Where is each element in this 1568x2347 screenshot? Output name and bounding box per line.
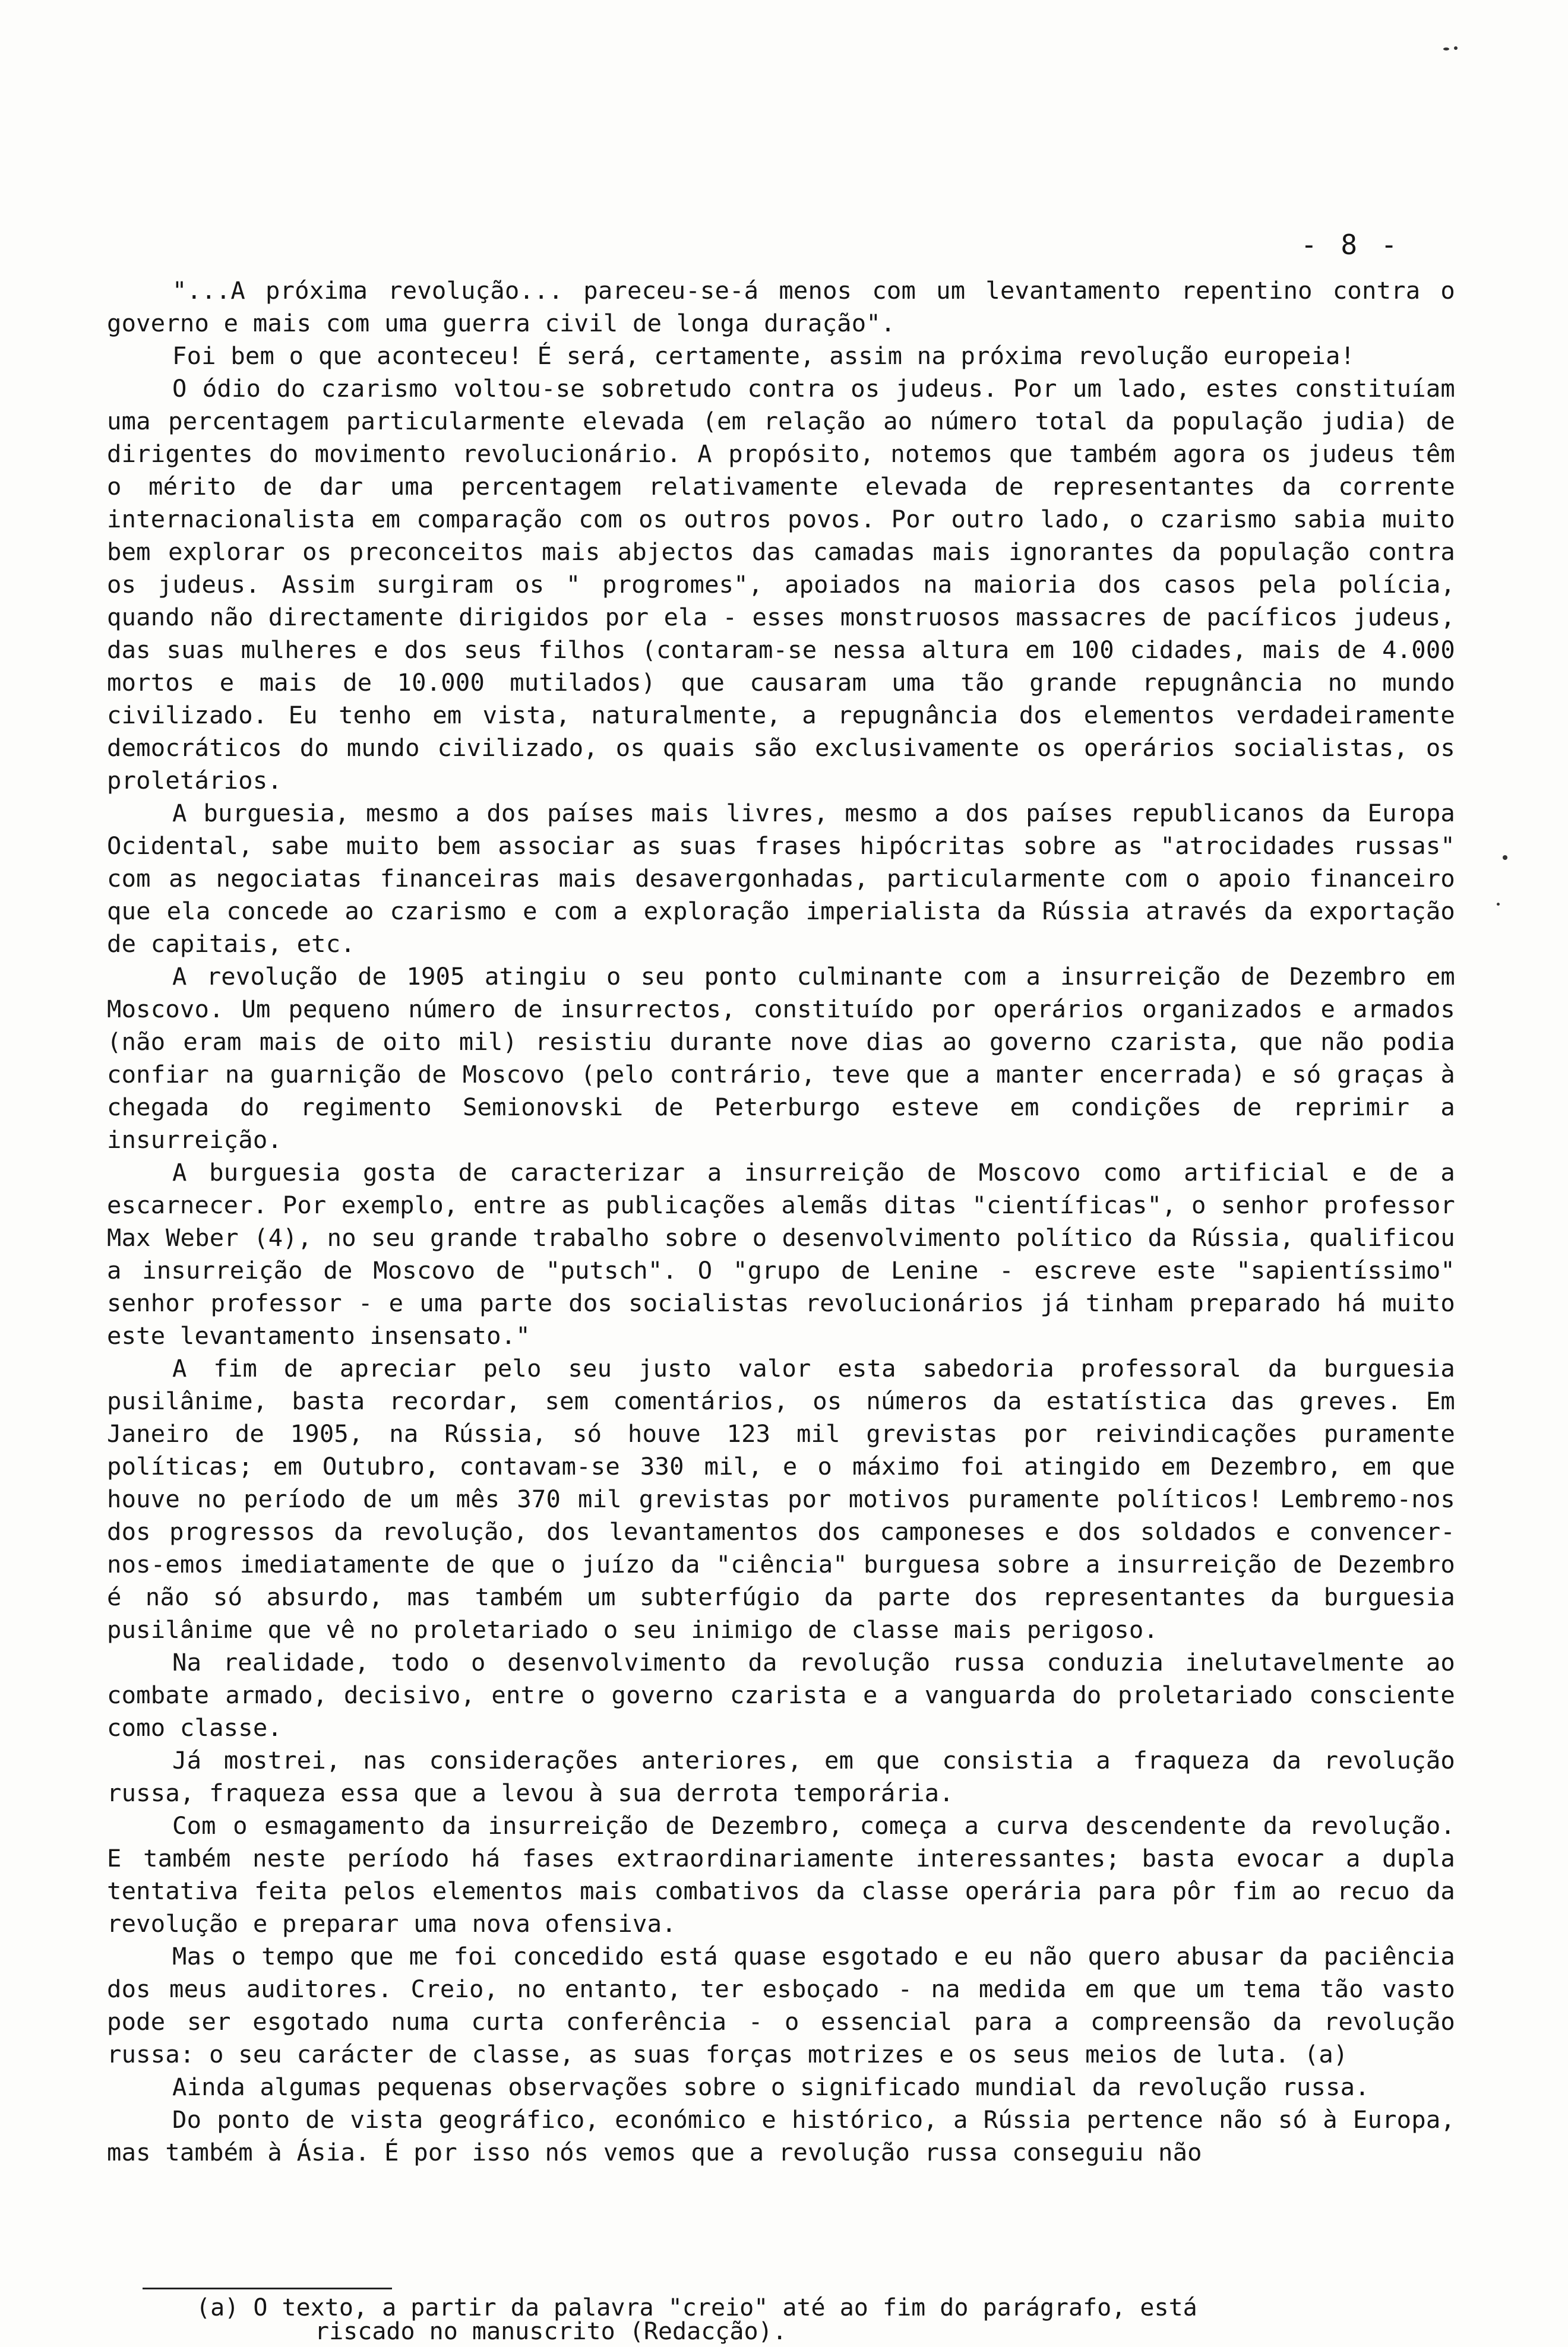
paragraph: Na realidade, todo o desenvolvimento da revolução russa conduzia inelutavelmente ao combate armado, decisivo, entre o governo czarista e a vanguarda do proletariado consciente como classe. [107,1648,1455,1742]
footnote-line: riscado no manuscrito (Redacção). [315,2318,787,2345]
paragraph: Mas o tempo que me foi concedido está quase esgotado e eu não quero abusar da paciência dos meus auditores. Creio, no entanto, ter esboçado - na medida em que um tema tão vasto pode ser esgotado numa curta conferência - o essencial para a compreensão da revolução russa: o seu carácter de classe, as suas forças motrizes e os seus meios de luta. (a) [107,1942,1455,2068]
scan-speck [1443,48,1449,50]
body-text [107,274,1455,2169]
scan-speck [1497,903,1500,906]
paragraph: Já mostrei, nas considerações anteriores, em que consistia a fraqueza da revolução russa, fraqueza essa que a levou à sua derrota temporária. [107,1746,1455,1807]
paragraph: Do ponto de vista geográfico, económico e histórico, a Rússia pertence não só à Europa, mas também à Ásia. É por isso nós vemos que a revolução russa conseguiu não [107,2105,1455,2166]
paragraph: A burguesia gosta de caracterizar a insurreição de Moscovo como artificial e de a escarnecer. Por exemplo, entre as publicações alemãs ditas "científicas", o senhor professor Max Weber (4), no seu grande trabalho sobre o desenvolvimento político da Rússia, qualificou a insurreição de Moscovo de "putsch". O "grupo de Lenine - escreve este "sapientíssimo" senhor professor - e uma parte dos socialistas revolucionários já tinham preparado há muito este levantamento insensato." [107,1158,1455,1350]
paragraph: Foi bem o que aconteceu! É será, certamente, assim na próxima revolução europeia! [172,341,1355,370]
paragraph: Ainda algumas pequenas observações sobre o significado mundial da revolução russa. [172,2073,1370,2101]
scan-speck [1454,46,1458,50]
paragraph-quote: "...A próxima revolução... pareceu-se-á menos com um levantamento repentino contra o governo e mais com uma guerra civil de longa duração". [107,276,1455,337]
footnote-divider [143,2288,392,2289]
footnote [196,2296,1265,2343]
paragraph: O ódio do czarismo voltou-se sobretudo contra os judeus. Por um lado, estes constituíam uma percentagem particularmente elevada (em relação ao número total da população judia) de dirigentes do movimento revolucionário. A propósito, notemos que também agora os judeus têm o mérito de dar uma percentagem relativamente elevada de representantes da corrente internacionalista em comparação com os outros povos. Por outro lado, o czarismo sabia muito bem explorar os preconceitos mais abjectos das camadas mais ignorantes da população contra os judeus. Assim surgiram os " progromes", apoiados na maioria dos casos pela polícia, quando não directamente dirigidos por ela - esses monstruosos massacres de pacíficos judeus, das suas mulheres e dos seus filhos (contaram-se nessa altura em 100 cidades, mais de 4.000 mortos e mais de 10.000 mutilados) que causaram uma tão grande repugnância no mundo civilizado. Eu tenho em vista, naturalmente, a repugnância dos elementos verdadeiramente democráticos do mundo civilizado, os quais são exclusivamente os operários socialistas, os proletários. [107,374,1455,795]
scan-speck [1503,855,1507,860]
footnote-line: (a) O texto, a partir da palavra "creio" até ao fim do parágrafo, está [196,2294,1197,2321]
paragraph: A burguesia, mesmo a dos países mais livres, mesmo a dos países republicanos da Europa Ocidental, sabe muito bem associar as suas frases hipócritas sobre as "atrocidades russas" com as negociatas financeiras mais desavergonhadas, particularmente com o apoio financeiro que ela concede ao czarismo e com a exploração imperialista da Rússia através da exportação de capitais, etc. [107,799,1455,958]
paragraph: A fim de apreciar pelo seu justo valor esta sabedoria professoral da burguesia pusilânime, basta recordar, sem comentários, os números da estatística das greves. Em Janeiro de 1905, na Rússia, só houve 123 mil grevistas por reivindicações puramente políticas; em Outubro, contavam-se 330 mil, e o máximo foi atingido em Dezembro, em que houve no período de um mês 370 mil grevistas por motivos puramente políticos! Lembremo-nos dos progressos da revolução, dos levantamentos dos camponeses e dos soldados e convencer-nos-emos imediatamente de que o juízo da "ciência" burguesa sobre a insurreição de Dezembro é não só absurdo, mas também um subterfúgio da parte dos representantes da burguesia pusilânime que vê no proletariado o seu inimigo de classe mais perigoso. [107,1354,1455,1644]
page-number: - 8 - [1301,229,1401,261]
paragraph: Com o esmagamento da insurreição de Dezembro, começa a curva descendente da revolução. E também neste período há fases extraordinariamente interessantes; basta evocar a dupla tentativa feita pelos elementos mais combativos da classe operária para pôr fim ao recuo da revolução e preparar uma nova ofensiva. [107,1811,1455,1938]
paragraph: A revolução de 1905 atingiu o seu ponto culminante com a insurreição de Dezembro em Moscovo. Um pequeno número de insurrectos, constituído por operários organizados e armados (não eram mais de oito mil) resistiu durante nove dias ao governo czarista, que não podia confiar na guarnição de Moscovo (pelo contrário, teve que a manter encerrada) e só graças à chegada do regimento Semionovski de Peterburgo esteve em condições de reprimir a insurreição. [107,962,1455,1154]
